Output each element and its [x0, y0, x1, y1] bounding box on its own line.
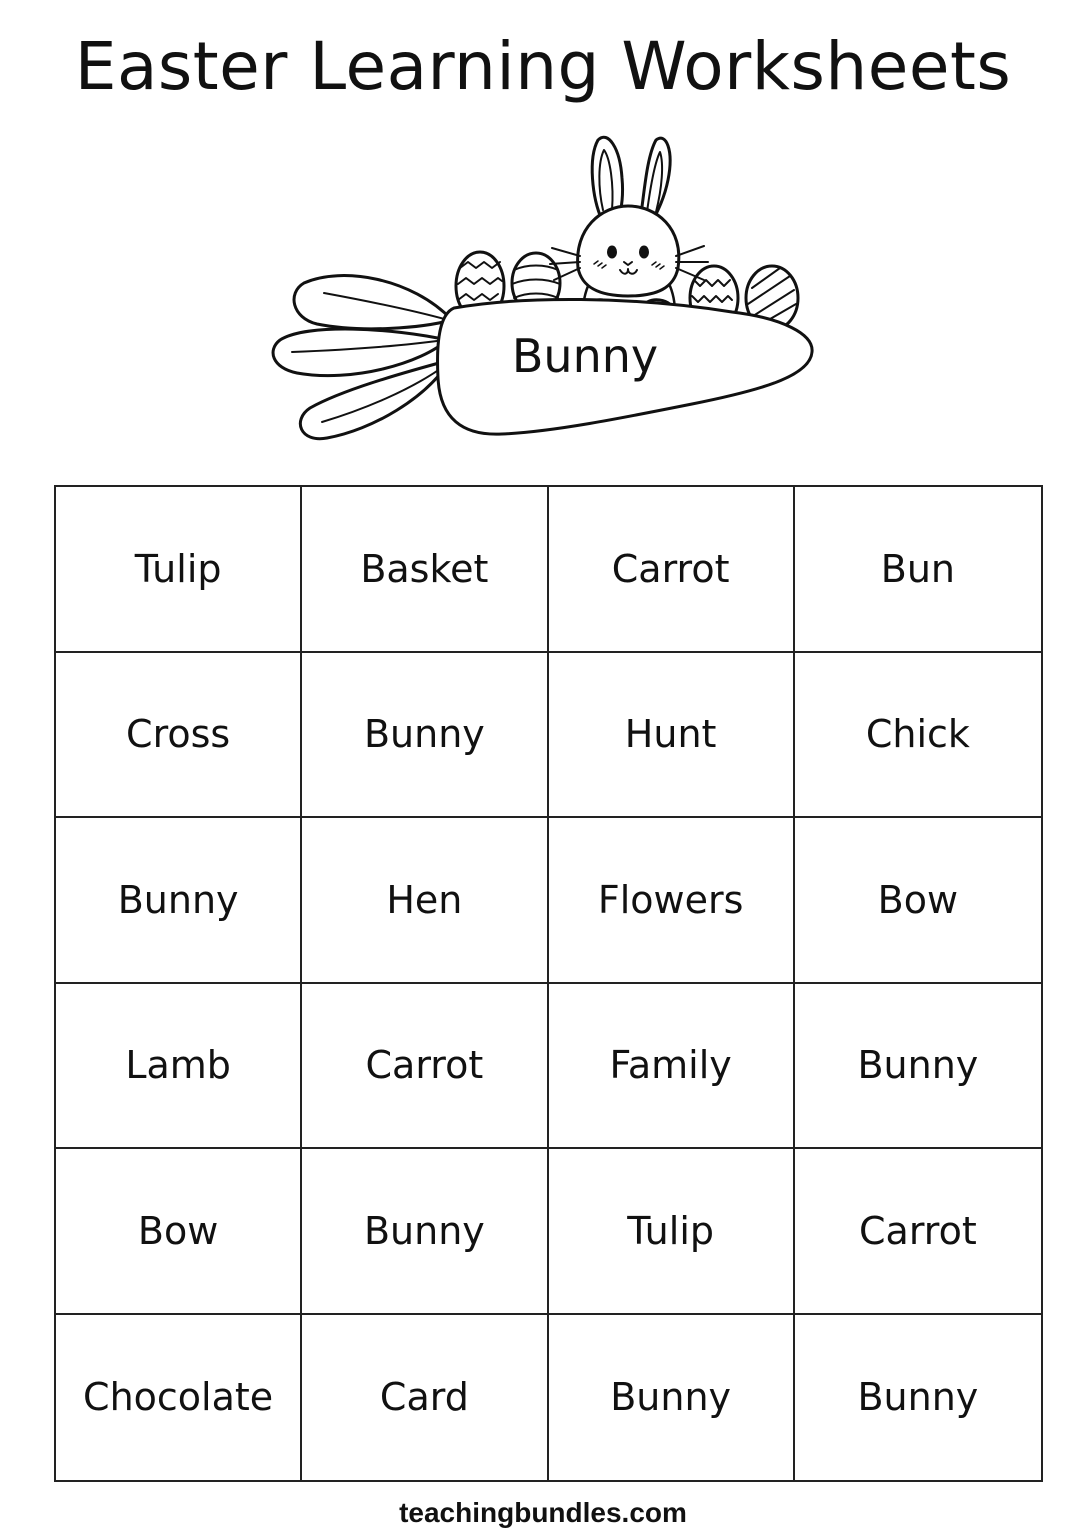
grid-cell: Bow: [795, 818, 1041, 984]
grid-cell: Carrot: [795, 1149, 1041, 1315]
grid-cell: Bow: [56, 1149, 302, 1315]
grid-cell: Bunny: [302, 653, 548, 819]
grid-cell: Flowers: [549, 818, 795, 984]
grid-cell: Bun: [795, 487, 1041, 653]
grid-cell: Hen: [302, 818, 548, 984]
page-title: Easter Learning Worksheets: [74, 28, 1012, 105]
grid-cell: Tulip: [549, 1149, 795, 1315]
grid-cell: Bunny: [857, 1375, 979, 1420]
grid-cell: Carrot: [302, 984, 548, 1150]
grid-cell: Lamb: [56, 984, 302, 1150]
carrot-leaves-icon: [273, 276, 452, 439]
bunny-carrot-illustration: [262, 128, 822, 450]
grid-cell: Basket: [302, 487, 548, 653]
grid-cell: Carrot: [549, 487, 795, 653]
carrot-label: Bunny: [511, 329, 659, 383]
grid-cell: Bunny: [795, 984, 1041, 1150]
grid-cell: Bunny: [56, 818, 302, 984]
grid-cell: Family: [549, 984, 795, 1150]
grid-cell: Chick: [795, 653, 1041, 819]
grid-cell: Bunny: [302, 1149, 548, 1315]
grid-cell: Tulip: [56, 487, 302, 653]
word-grid: [54, 485, 1043, 1482]
grid-cell: Hunt: [549, 653, 795, 819]
bunny-icon: [550, 137, 708, 318]
grid-cell: Card: [302, 1315, 548, 1481]
footer-website: teachingbundles.com: [399, 1497, 687, 1528]
grid-cell: Cross: [56, 653, 302, 819]
grid-cell: Chocolate: [56, 1315, 302, 1481]
grid-cell: Bunny: [549, 1315, 795, 1481]
